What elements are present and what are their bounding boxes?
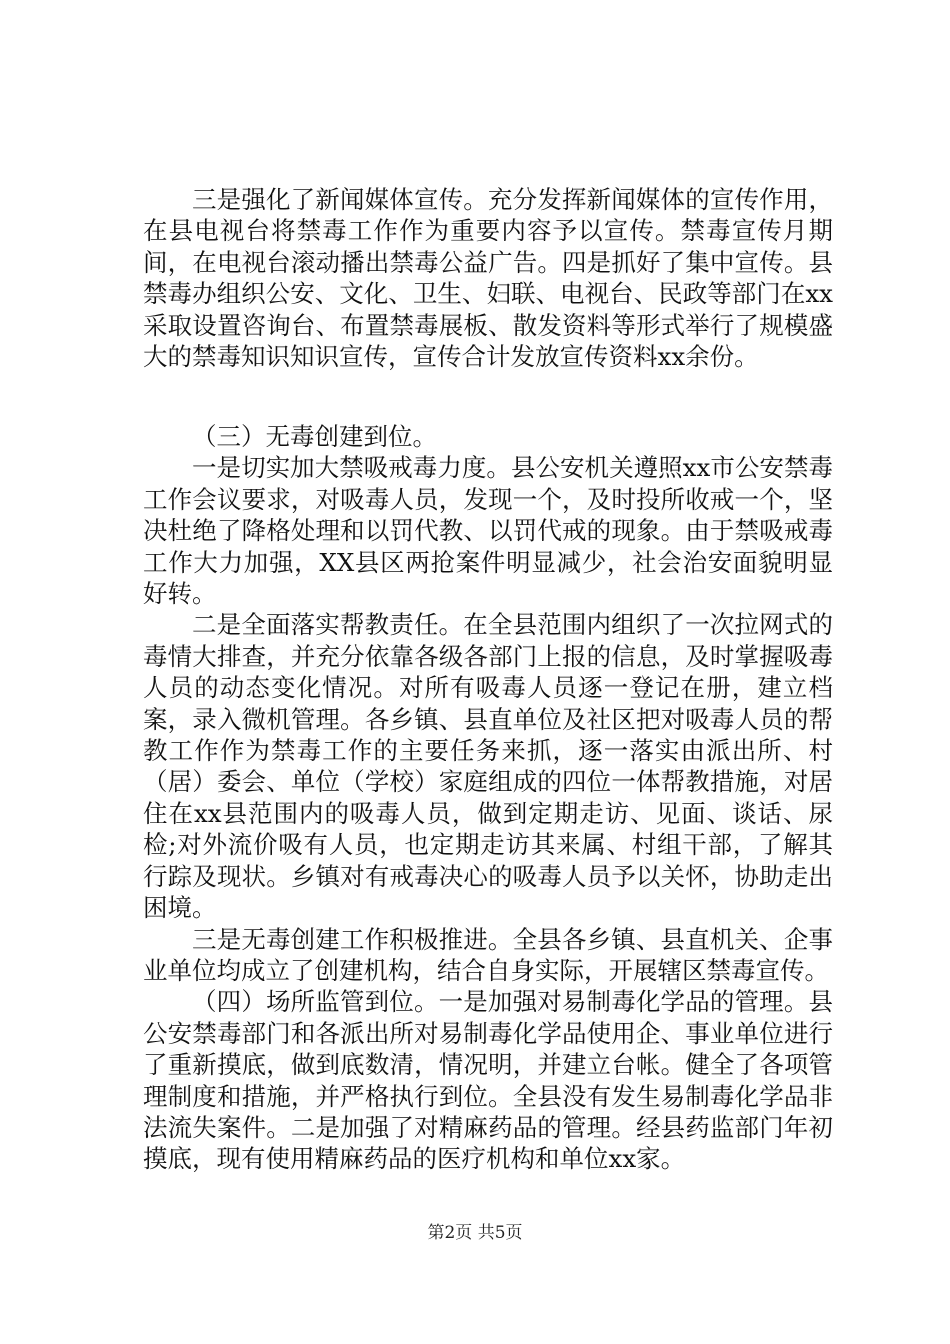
paragraph-anti-drug-enforcement: 一是切实加大禁吸戒毒力度。县公安机关遵照xx市公安禁毒工作会议要求，对吸毒人员，发现一个，及时投所收戒一个，坚决杜绝了降格处理和以罚代教、以罚代戒的现象。由于禁吸戒毒工作大力加强，XX县区两抢案件明显减少，社会治安面貌明显好转。 bbox=[143, 453, 833, 609]
page-footer: 第2页 共5页 bbox=[427, 1223, 523, 1243]
section-media-publicity bbox=[143, 184, 833, 372]
paragraph-venue-supervision: （四）场所监管到位。一是加强对易制毒化学品的管理。县公安禁毒部门和各派出所对易制毒化学品使用企、事业单位进行了重新摸底，做到底数清，情况明，并建立台帐。健全了各项管理制度和措施，并严格执行到位。全县没有发生易制毒化学品非法流失案件。二是加强了对精麻药品的管理。经县药监部门年初摸底，现有使用精麻药品的医疗机构和单位xx家。 bbox=[143, 987, 833, 1174]
section-heading-drug-free: （三）无毒创建到位。 bbox=[192, 422, 437, 451]
paragraph-media-publicity: 三是强化了新闻媒体宣传。充分发挥新闻媒体的宣传作用，在县电视台将禁毒工作作为重要内容予以宣传。禁毒宣传月期间，在电视台滚动播出禁毒公益广告。四是抓好了集中宣传。县禁毒办组织公安、文化、卫生、妇联、电视台、民政等部门在xx采取设置咨询台、布置禁毒展板、散发资料等形式举行了规模盛大的禁毒知识知识宣传，宣传合计发放宣传资料xx余份。 bbox=[143, 185, 833, 372]
section-drug-free-creation bbox=[143, 421, 833, 1175]
paragraph-assistance-responsibility: 二是全面落实帮教责任。在全县范围内组织了一次拉网式的毒情大排查，并充分依靠各级各部门上报的信息，及时掌握吸毒人员的动态变化情况。对所有吸毒人员逐一登记在册，建立档案，录入微机管理。各乡镇、县直单位及社区把对吸毒人员的帮教工作作为禁毒工作的主要任务来抓，逐一落实由派出所、村（居）委会、单位（学校）家庭组成的四位一体帮教措施，对居住在xx县范围内的吸毒人员，做到定期走访、见面、谈话、尿检;对外流价吸有人员，也定期走访其来属、村组干部，了解其行踪及现状。乡镇对有戒毒决心的吸毒人员予以关怀，协助走出困境。 bbox=[143, 610, 833, 923]
paragraph-drug-free-progress: 三是无毒创建工作积极推进。全县各乡镇、县直机关、企事业单位均成立了创建机构，结合自身实际，开展辖区禁毒宣传。 bbox=[143, 924, 833, 985]
